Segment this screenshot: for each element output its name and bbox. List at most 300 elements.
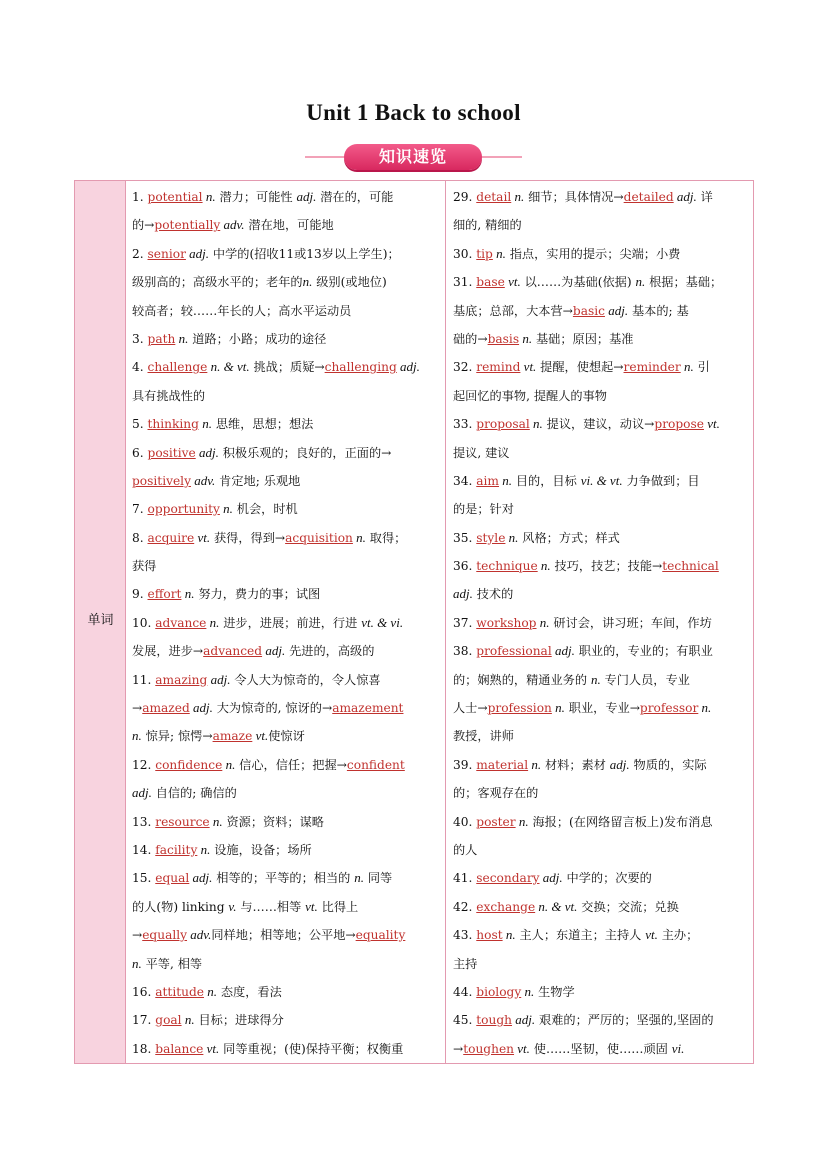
entry-line: [453, 808, 749, 836]
entry-text: 44.: [453, 984, 477, 999]
entry-line: [132, 439, 441, 467]
entry-line: [453, 410, 749, 438]
part-of-speech: adj.: [512, 1012, 536, 1028]
entry-line: [132, 240, 441, 268]
part-of-speech: n.: [635, 274, 646, 290]
entry-text: 的是；针对: [453, 502, 514, 517]
vocab-word: exchange: [476, 899, 536, 914]
vocab-word: professor: [639, 701, 699, 716]
entry-text: 37.: [453, 615, 477, 630]
entry-line: [132, 1035, 441, 1063]
part-of-speech: adj.: [185, 245, 210, 261]
entry-text: 指点，实用的提示；尖端；小费: [505, 246, 681, 261]
entry-text: 平等, 相等: [141, 956, 203, 971]
entry-text: 32.: [453, 360, 477, 375]
part-of-speech: vt.: [203, 1040, 220, 1056]
entry-text: 比得上: [317, 899, 359, 914]
part-of-speech: adj.: [539, 870, 563, 886]
vocab-word: facility: [155, 842, 198, 857]
entry-text: 以……为基础(依据): [520, 275, 636, 290]
entry-text: 道路；小路；成功的途径: [188, 331, 327, 346]
entry-text: 研讨会，讲习班；车间，作坊: [549, 615, 712, 630]
entry-text: 细的, 精细的: [453, 218, 522, 233]
part-of-speech: n.: [528, 756, 542, 772]
entry-line: [132, 211, 441, 239]
entry-line: [132, 183, 441, 211]
vocab-word: thinking: [147, 417, 199, 432]
vocab-word: attitude: [155, 984, 204, 999]
entry-line: [453, 950, 749, 978]
entry-text: 与……相等: [236, 899, 306, 914]
entry-line: [453, 893, 749, 921]
entry-line: [132, 864, 441, 892]
vocab-word: profession: [487, 701, 552, 716]
entry-text: 中学的(招收11或13岁以上学生)；: [209, 246, 400, 261]
vocab-word: base: [476, 275, 505, 290]
entry-text: 35.: [453, 530, 477, 545]
vocab-word: biology: [476, 984, 522, 999]
entry-text: 使惊讶: [268, 729, 305, 744]
entry-text: 令人大为惊奇的，令人惊喜: [230, 672, 381, 687]
vocab-word: acquire: [147, 530, 195, 545]
entry-text: 潜在地，可能地: [244, 218, 334, 233]
vocab-word: amaze: [212, 729, 253, 744]
entry-text: 潜在的，可能: [316, 190, 394, 204]
entry-text: 技术的: [472, 587, 514, 602]
entry-text: 提议，建议，动议→: [542, 417, 655, 432]
entry-text: 交换；交流；兑换: [577, 899, 679, 914]
entry-text: 潜力；可能性: [215, 190, 297, 204]
entry-text: 提议, 建议: [453, 445, 510, 460]
part-of-speech: n.: [132, 728, 142, 744]
entry-line: [453, 722, 749, 750]
vocab-word: technical: [662, 559, 719, 574]
part-of-speech: n. & vt.: [535, 898, 578, 914]
entry-text: 中学的；次要的: [562, 871, 652, 886]
entry-text: 具有挑战性的: [132, 388, 206, 403]
entry-text: 43.: [453, 928, 477, 943]
part-of-speech: n.: [204, 983, 217, 999]
entry-text: 45.: [453, 1013, 477, 1028]
vocab-word: amazing: [155, 672, 208, 687]
part-of-speech: adj.: [296, 189, 317, 204]
entry-line: [453, 836, 749, 864]
entry-text: 34.: [453, 473, 477, 488]
part-of-speech: n. & vt.: [207, 359, 250, 375]
vocab-word: opportunity: [147, 502, 220, 517]
vocab-word: acquisition: [285, 530, 353, 545]
part-of-speech: adv.: [187, 927, 212, 943]
entry-text: 材料；素材: [541, 757, 610, 772]
vocab-word: confident: [346, 757, 405, 772]
entry-line: [453, 637, 749, 665]
entry-line: [453, 751, 749, 779]
part-of-speech: n.: [354, 870, 364, 886]
entry-text: 38.: [453, 644, 477, 659]
entry-text: 资源；资料；谋略: [222, 814, 324, 829]
section-badge-wrap: [300, 143, 527, 171]
entry-text: 挑战；质疑→: [249, 360, 325, 375]
entry-text: 进步，进展；前进，行进: [219, 615, 362, 630]
part-of-speech: vi.: [671, 1040, 685, 1056]
entry-text: 29.: [453, 190, 477, 204]
entry-text: 16.: [132, 984, 156, 999]
vocab-word: advance: [155, 615, 207, 630]
entry-text: 技巧，技艺；技能→: [550, 559, 663, 574]
entry-line: [453, 1035, 749, 1063]
part-of-speech: n.: [551, 700, 565, 716]
part-of-speech: adv.: [220, 217, 245, 233]
entry-line: [132, 268, 441, 296]
part-of-speech: adj.: [195, 444, 219, 460]
entry-line: [453, 268, 749, 296]
vocab-word: equal: [155, 871, 190, 886]
part-of-speech: vt.: [520, 359, 537, 375]
entry-text: 基本的; 基: [628, 303, 689, 318]
vocab-word: detailed: [623, 190, 674, 204]
entry-text: 同等: [363, 871, 393, 886]
vocab-word: reminder: [623, 360, 681, 375]
entry-line: [132, 950, 441, 978]
vocab-word: amazed: [142, 701, 190, 716]
entry-text: →: [453, 1041, 464, 1056]
entry-text: 39.: [453, 757, 477, 772]
entry-line: [453, 524, 749, 552]
vocab-word: workshop: [476, 615, 537, 630]
vocab-word: balance: [155, 1041, 204, 1056]
vocab-word: host: [476, 928, 503, 943]
entry-text: 主持: [453, 956, 478, 971]
entry-text: 取得；: [365, 530, 407, 545]
vocab-word: effort: [147, 587, 182, 602]
entry-text: 4.: [132, 360, 148, 375]
entry-text: 9.: [132, 587, 148, 602]
part-of-speech: n.: [505, 529, 519, 545]
entry-line: [132, 751, 441, 779]
entry-text: 15.: [132, 871, 156, 886]
entry-text: 级别(或地位): [312, 275, 387, 290]
part-of-speech: adj.: [189, 700, 213, 716]
entry-text: 2.: [132, 246, 148, 261]
entry-text: 级别高的；高级水平的；老年的: [132, 275, 303, 290]
vocab-word: positive: [147, 445, 196, 460]
entry-text: 同等重视；(使)保持平衡；权衡重: [219, 1041, 404, 1056]
entry-line: [132, 467, 441, 495]
entry-text: 自信的; 确信的: [151, 786, 237, 801]
part-of-speech: adj.: [132, 785, 152, 801]
part-of-speech: adj.: [673, 189, 697, 204]
part-of-speech: vt.: [703, 416, 720, 432]
vocab-word: potentially: [154, 218, 221, 233]
part-of-speech: n.: [181, 586, 195, 602]
entry-text: 使……坚韧，使……顽固: [529, 1041, 672, 1056]
entry-line: [132, 524, 441, 552]
entry-line: [453, 382, 749, 410]
vocab-word: toughen: [463, 1041, 515, 1056]
entry-text: 职业，专业→: [564, 701, 640, 716]
entry-line: [132, 637, 441, 665]
part-of-speech: vt.: [504, 274, 521, 290]
vocab-word: senior: [147, 246, 186, 261]
entry-text: 教授，讲师: [453, 729, 514, 744]
vocab-word: proposal: [476, 417, 530, 432]
entry-text: 36.: [453, 559, 477, 574]
part-of-speech: v.: [228, 898, 237, 914]
part-of-speech: adj.: [396, 359, 420, 375]
vocab-word: tough: [476, 1013, 513, 1028]
entry-text: 基底；总部，大本营→: [453, 303, 573, 318]
section-badge: 知识速览: [344, 144, 482, 170]
entry-line: [132, 722, 441, 750]
entry-line: [453, 921, 749, 949]
vocab-word: advanced: [203, 644, 263, 659]
entry-line: [453, 666, 749, 694]
entry-text: 31.: [453, 275, 477, 290]
entry-text: 14.: [132, 842, 156, 857]
vocab-word: positively: [132, 473, 191, 488]
entry-line: [132, 552, 441, 580]
entry-line: [132, 410, 441, 438]
vocab-word: goal: [155, 1013, 182, 1028]
entry-line: [453, 297, 749, 325]
entry-text: 努力，费力的事；试图: [194, 587, 321, 602]
vocab-word: equality: [355, 928, 406, 943]
entry-text: 机会，时机: [232, 502, 298, 517]
entry-text: 目的，目标: [512, 473, 581, 488]
category-cell: [75, 181, 126, 1063]
part-of-speech: n.: [502, 927, 516, 943]
entry-line: [453, 353, 749, 381]
entry-line: [453, 439, 749, 467]
entry-text: 42.: [453, 899, 477, 914]
entry-text: 风格；方式；样式: [518, 530, 620, 545]
entry-text: 33.: [453, 417, 477, 432]
part-of-speech: n.: [181, 1012, 195, 1028]
category-label: 单词: [87, 613, 114, 628]
entry-text: 相等的；平等的；相当的: [212, 871, 355, 886]
entry-text: 惊异; 惊愕→: [141, 729, 213, 744]
entry-line: [132, 325, 441, 353]
part-of-speech: n.: [590, 671, 601, 687]
entry-text: 主人；东道主；主持人: [515, 928, 646, 943]
entry-line: [132, 893, 441, 921]
part-of-speech: n.: [352, 529, 366, 545]
entry-text: 的；客观存在的: [453, 786, 539, 801]
vocab-word: challenge: [147, 360, 208, 375]
entry-line: [453, 580, 749, 608]
entry-text: 17.: [132, 1013, 156, 1028]
entry-text: 积极乐观的；良好的，正面的→: [218, 445, 392, 460]
vocab-word: basic: [572, 303, 605, 318]
part-of-speech: adj.: [207, 671, 231, 687]
entry-text: 引: [693, 360, 710, 375]
part-of-speech: adj.: [189, 870, 213, 886]
entry-text: 30.: [453, 246, 477, 261]
entry-text: 人士→: [453, 701, 488, 716]
vocab-word: poster: [476, 814, 516, 829]
page-title: Unit 1 Back to school: [306, 100, 521, 125]
part-of-speech: n.: [537, 558, 551, 574]
entry-text: →: [132, 928, 143, 943]
vocab-column-left: [127, 181, 446, 1063]
part-of-speech: n.: [511, 189, 525, 204]
entry-text: 40.: [453, 814, 477, 829]
entry-text: 获得，得到→: [210, 530, 286, 545]
entry-text: 思维，思想；想法: [211, 417, 314, 432]
entry-text: 的人: [453, 842, 478, 857]
entry-line: [132, 666, 441, 694]
entry-line: [453, 495, 749, 523]
entry-line: [453, 211, 749, 239]
entry-text: 先进的，高级的: [285, 644, 375, 659]
entry-text: 肯定地; 乐观地: [215, 473, 301, 488]
part-of-speech: n.: [219, 501, 233, 517]
vocab-word: material: [476, 757, 529, 772]
entry-text: 12.: [132, 757, 156, 772]
entry-text: 根据；基础；: [645, 275, 723, 290]
entry-line: [132, 808, 441, 836]
entry-line: [132, 836, 441, 864]
vocab-word: secondary: [476, 871, 540, 886]
entry-line: [132, 495, 441, 523]
part-of-speech: adj.: [609, 756, 630, 772]
part-of-speech: vi. & vt.: [580, 472, 623, 488]
part-of-speech: adj.: [453, 586, 473, 602]
entry-text: 1.: [132, 190, 148, 204]
vocab-word: remind: [476, 360, 521, 375]
part-of-speech: adj.: [604, 302, 629, 318]
entry-line: [132, 353, 441, 381]
entry-text: 同样地；相等地；公平地→: [211, 928, 356, 943]
part-of-speech: n.: [202, 189, 216, 204]
entry-line: [132, 609, 441, 637]
entry-text: 41.: [453, 871, 477, 886]
entry-text: 的→: [132, 218, 155, 233]
entry-text: 6.: [132, 445, 148, 460]
entry-text: 详: [696, 190, 713, 204]
entry-line: [453, 325, 749, 353]
vocab-word: professional: [476, 644, 552, 659]
entry-text: →: [132, 701, 143, 716]
entry-text: 艰难的；严厉的；坚强的,坚固的: [535, 1013, 714, 1028]
part-of-speech: n.: [521, 983, 535, 999]
part-of-speech: n.: [698, 700, 712, 716]
entry-text: 础的→: [453, 331, 488, 346]
entry-text: 大为惊奇的, 惊讶的→: [212, 701, 333, 716]
entry-line: [453, 240, 749, 268]
vocab-word: aim: [476, 473, 499, 488]
entry-line: [453, 467, 749, 495]
vocab-word: confidence: [155, 757, 223, 772]
entry-text: 物质的，实际: [629, 757, 707, 772]
entry-line: [132, 921, 441, 949]
vocab-word: challenging: [324, 360, 397, 375]
entry-line: [453, 694, 749, 722]
entry-text: 发展，进步→: [132, 644, 204, 659]
entry-text: 生物学: [534, 984, 575, 999]
entry-text: 的人(物) linking: [132, 899, 229, 914]
part-of-speech: adv.: [190, 472, 216, 488]
entry-line: [132, 382, 441, 410]
entry-text: 10.: [132, 615, 156, 630]
entry-line: [132, 580, 441, 608]
entry-line: [453, 183, 749, 211]
entry-text: 力争做到；目: [622, 473, 700, 488]
vocab-word: style: [476, 530, 506, 545]
entry-text: 7.: [132, 502, 148, 517]
part-of-speech: n.: [515, 813, 529, 829]
vocab-word: resource: [155, 814, 210, 829]
part-of-speech: vt. & vi.: [361, 614, 404, 630]
entry-text: 目标；进球得分: [194, 1013, 284, 1028]
entry-line: [132, 1006, 441, 1034]
vocab-word: detail: [476, 190, 512, 204]
entry-text: 3.: [132, 331, 148, 346]
part-of-speech: n.: [197, 841, 211, 857]
part-of-speech: adj.: [551, 643, 575, 659]
part-of-speech: n.: [302, 274, 313, 290]
entry-line: [453, 1006, 749, 1034]
entry-text: 13.: [132, 814, 156, 829]
entry-text: 18.: [132, 1041, 156, 1056]
entry-line: [453, 864, 749, 892]
part-of-speech: n.: [206, 614, 220, 630]
entry-text: 态度，看法: [217, 984, 282, 999]
entry-text: 基础；原因；基准: [532, 331, 634, 346]
part-of-speech: n.: [175, 330, 189, 346]
vocab-word: equally: [142, 928, 188, 943]
part-of-speech: vt.: [645, 927, 658, 943]
part-of-speech: vt.: [194, 529, 211, 545]
part-of-speech: vt.: [305, 898, 318, 914]
entry-text: 专门人员，专业: [600, 672, 690, 687]
entry-line: [132, 779, 441, 807]
vocab-word: basis: [487, 331, 520, 346]
part-of-speech: n.: [499, 472, 512, 488]
entry-text: 设施，设备；场所: [210, 842, 312, 857]
entry-text: 细节；具体情况→: [524, 190, 624, 204]
entry-text: 8.: [132, 530, 148, 545]
part-of-speech: n.: [680, 359, 694, 375]
vocab-word: propose: [654, 417, 704, 432]
entry-text: 的；娴熟的，精通业务的: [453, 672, 591, 687]
vocab-word: technique: [476, 559, 538, 574]
entry-line: [132, 978, 441, 1006]
part-of-speech: n.: [492, 245, 506, 261]
vocab-word: amazement: [332, 701, 404, 716]
entry-line: [453, 609, 749, 637]
entry-text: 信心，信任；把握→: [235, 757, 347, 772]
entry-text: 海报；(在网络留言板上)发布消息: [528, 814, 713, 829]
part-of-speech: n.: [198, 416, 212, 432]
entry-text: 起回忆的事物, 提醒人的事物: [453, 388, 607, 403]
part-of-speech: n.: [222, 756, 236, 772]
entry-text: 职业的，专业的；有职业: [574, 644, 713, 659]
entry-text: 较高者；较……年长的人；高水平运动员: [132, 303, 352, 318]
part-of-speech: n.: [519, 330, 533, 346]
entry-line: [453, 779, 749, 807]
entry-text: 5.: [132, 417, 148, 432]
part-of-speech: vt.: [252, 728, 269, 744]
part-of-speech: n.: [132, 955, 142, 971]
entry-text: 提醒，使想起→: [536, 360, 624, 375]
vocab-word: tip: [476, 246, 493, 261]
entry-line: [132, 297, 441, 325]
entry-text: 11.: [132, 672, 156, 687]
vocab-column-right: [447, 181, 753, 1063]
vocab-word: path: [147, 331, 176, 346]
part-of-speech: n.: [536, 614, 550, 630]
